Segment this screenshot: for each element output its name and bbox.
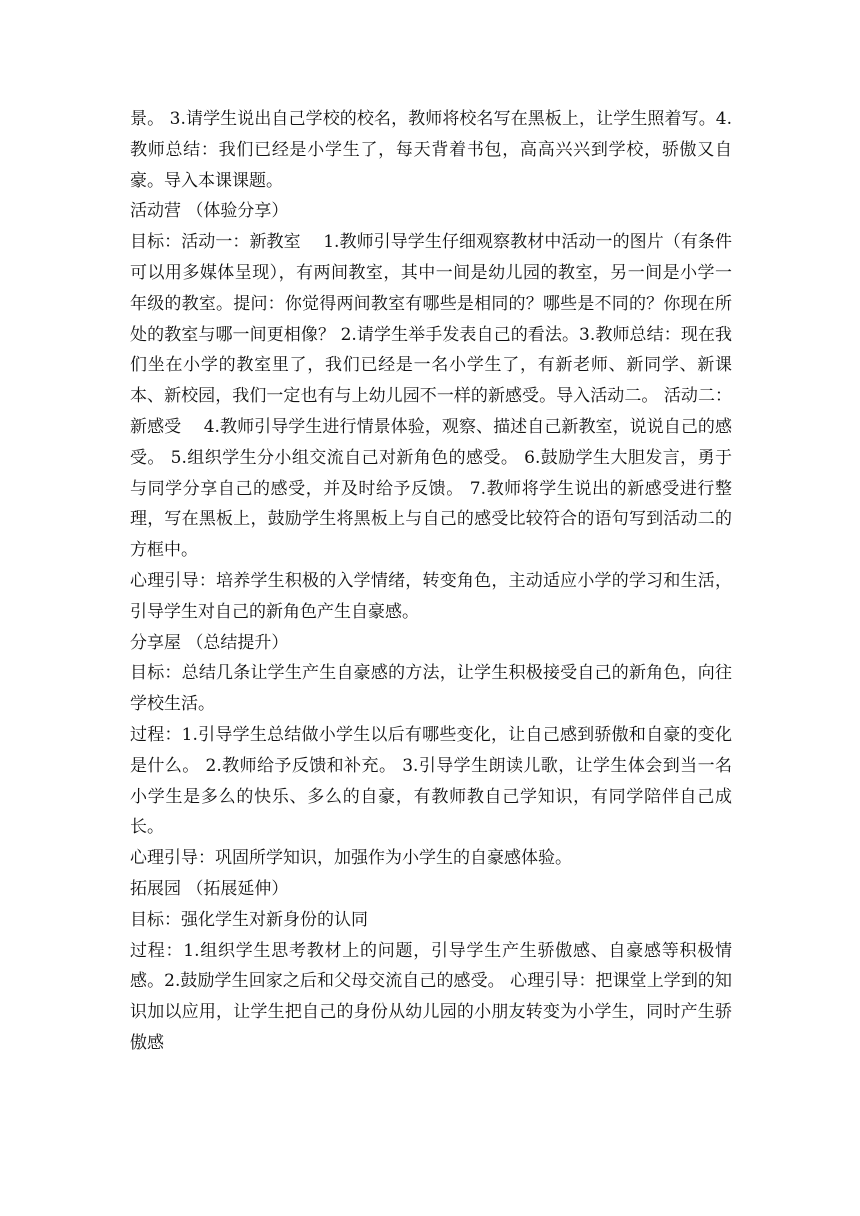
paragraph-expansion-process: 过程：1.组织学生思考教材上的问题，引导学生产生骄傲感、自豪感等积极情感。2.鼓励学生回家之后和父母交流自己的感受。 心理引导：把课堂上学到的知识加以应用，让学生把自己的身份从幼儿园的小朋友转变为小学生，同时产生骄傲感 bbox=[130, 940, 732, 1053]
paragraph-activity-goals: 目标：活动一：新教室 1.教师引导学生仔细观察教材中活动一的图片（有条件可以用多媒体呈现），有两间教室，其中一间是幼儿园的教室，另一间是小学一年级的教室。提问：你觉得两间教室有哪些是相同的？哪些是不同的？你现在所处的教室与哪一间更相像？ 2.请学生举手发表自己的看法。3.教师总结：现在我们坐在小学的教室里了，我们已经是一名小学生了，有新老师、新同学、新课本、新校园，我们一定也有与上幼儿园不一样的新感受。导入活动二。 活动二：新感受 4.教师引导学生进行情景体验，观察、描述自己新教室，说说自己的感受。 5.组织学生分小组交流自己对新角色的感受。 6.鼓励学生大胆发言，勇于与同学分享自己的感受，并及时给予反馈。 7.教师将学生说出的新感受进行整理，写在黑板上，鼓励学生将黑板上与自己的感受比较符合的语句写到活动二的方框中。 bbox=[130, 232, 732, 561]
paragraph-expansion-goal: 目标：强化学生对新身份的认同 bbox=[130, 909, 368, 930]
paragraph-psychological-guidance-1: 心理引导：培养学生积极的入学情绪，转变角色，主动适应小学的学习和生活，引导学生对自己的新角色产生自豪感。 bbox=[130, 570, 732, 622]
section-heading-sharing-house: 分享屋 （总结提升） bbox=[130, 632, 289, 653]
paragraph-intro-continued: 景。 3.请学生说出自己学校的校名，教师将校名写在黑板上，让学生照着写。4.教师总结：我们已经是小学生了，每天背着书包，高高兴兴到学校，骄傲又自豪。导入本课课题。 bbox=[130, 109, 732, 191]
document-body bbox=[130, 104, 732, 1059]
section-heading-activity-camp: 活动营 （体验分享） bbox=[130, 201, 289, 222]
paragraph-sharing-goal: 目标：总结几条让学生产生自豪感的方法，让学生积极接受自己的新角色，向往学校生活。 bbox=[130, 663, 732, 715]
paragraph-psychological-guidance-2: 心理引导：巩固所学知识，加强作为小学生的自豪感体验。 bbox=[130, 848, 572, 869]
paragraph-sharing-process: 过程：1.引导学生总结做小学生以后有哪些变化，让自己感到骄傲和自豪的变化是什么。 2.教师给予反馈和补充。 3.引导学生朗读儿歌，让学生体会到当一名小学生是多么的快乐、多么的自豪，有教师教自己学知识，有同学陪伴自己成长。 bbox=[130, 724, 732, 838]
section-heading-expansion-garden: 拓展园 （拓展延伸） bbox=[130, 878, 289, 899]
